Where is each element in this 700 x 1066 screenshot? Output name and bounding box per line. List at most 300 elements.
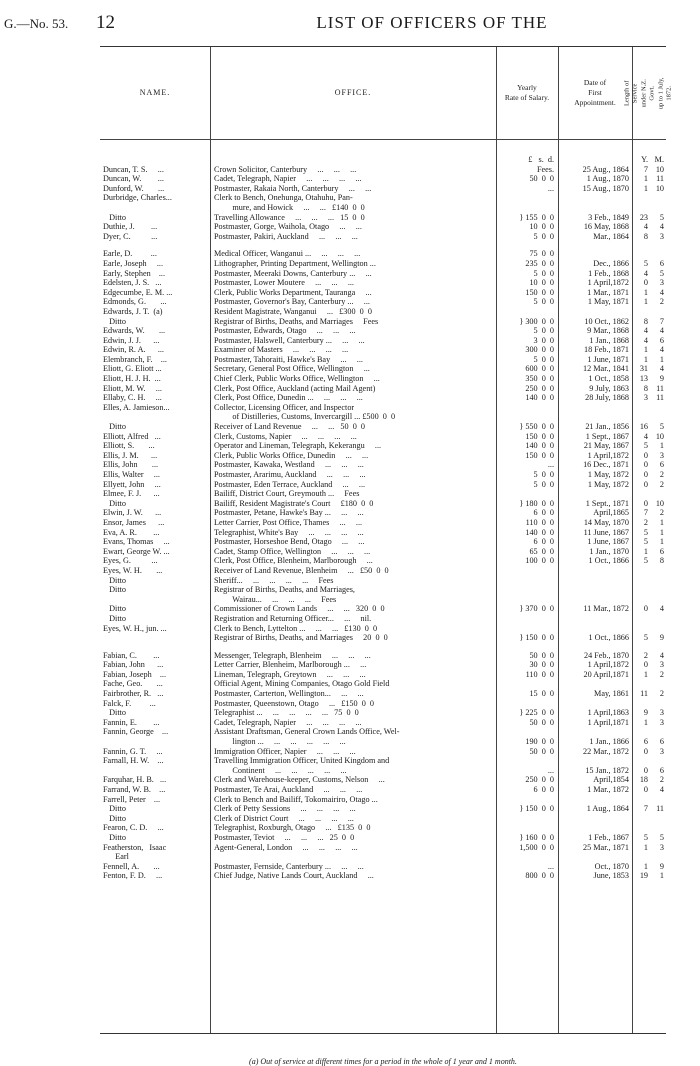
cell-months: 2 (659, 775, 664, 785)
cell-name: Evans, Thomas ... (103, 537, 170, 547)
cell-date: 1 Oct., 1866 (588, 633, 629, 643)
cell-date: 1 May, 1872 (587, 479, 629, 489)
column-header-name: NAME. (139, 87, 171, 97)
table-row (100, 384, 666, 394)
cell-date: 24 Feb., 1870 (583, 650, 629, 660)
cell-salary: } 180 0 0 (519, 498, 554, 508)
column-header-salary: Yearly Rate of Salary. (504, 82, 550, 102)
table-row (100, 747, 666, 757)
cell-months: 1 (659, 517, 664, 527)
cell-name: Fennell, A. ... (103, 861, 160, 871)
cell-office: Clerk to Bench, Lyttelton ... ... ... £130 0 0 (214, 623, 378, 633)
cell-salary: 10 0 0 (529, 278, 554, 288)
table-row (100, 355, 666, 365)
cell-salary: 150 0 0 (525, 287, 554, 297)
cell-date: April,1865 (593, 508, 629, 518)
table-row (100, 213, 666, 223)
table-row (100, 556, 666, 566)
cell-office: Chief Clerk, Public Works Office, Wellington ... (214, 374, 380, 384)
cell-name: Ellis, John ... (103, 460, 159, 470)
table-row (100, 441, 666, 451)
table-row (100, 804, 666, 814)
cell-name: Edgecumbe, E. M. ... (103, 287, 173, 297)
table-row (100, 403, 666, 413)
cell-months: 1 (659, 441, 664, 451)
cell-years: 0 (643, 450, 648, 460)
cell-name: Fannin, George ... (103, 727, 169, 737)
cell-date: 1 April,1871 (587, 717, 629, 727)
cell-name: Ensor, James ... (103, 517, 165, 527)
cell-date: 11 Mar., 1872 (583, 604, 629, 614)
cell-months: 9 (659, 861, 664, 871)
table-row (100, 393, 666, 403)
cell-office: Cadet, Telegraph, Napier ... ... ... ... (214, 174, 362, 184)
cell-months: 2 (659, 297, 664, 307)
table-row (100, 451, 666, 461)
cell-salary: } 550 0 0 (519, 422, 554, 432)
cell-name: Dyer, C. ... (103, 231, 158, 241)
cell-date: 1 Aug., 1864 (586, 804, 629, 814)
table-row (100, 537, 666, 547)
table-row (100, 326, 666, 336)
cell-name: Farrand, W. B. ... (103, 785, 166, 794)
cell-office: Clerk, Public Works Department, Tauranga ... (214, 287, 372, 297)
cell-office: Messenger, Telegraph, Blenheim ... ... ... (214, 650, 371, 660)
cell-name: Fabian, Joseph ... (103, 669, 166, 679)
cell-office: Postmaster, Queenstown, Otago ... £150 0 0 (214, 698, 374, 708)
cell-months: 4 (659, 604, 664, 614)
cell-years: 1 (643, 842, 648, 852)
cell-office: Clerk, Post Office, Blenheim, Marlborough ... (214, 556, 373, 566)
cell-name: Durbridge, Charles... (103, 193, 172, 203)
cell-date: 15 Jan., 1872 (585, 765, 629, 775)
cell-date: 1 June, 1871 (587, 354, 629, 364)
cell-name: Ditto (103, 575, 126, 585)
cell-months: 1 (659, 871, 664, 881)
cell-name: Ewart, George W. ... (103, 546, 170, 556)
cell-name: Fache, Geo. ... (103, 679, 163, 689)
cell-months: 4 (659, 364, 664, 374)
cell-office: Medical Officer, Wanganui ... ... ... ... (214, 249, 361, 259)
table-row (100, 518, 666, 528)
cell-office: Postmaster, Lower Moutere ... ... ... (214, 278, 354, 288)
cell-salary: 350 0 0 (525, 374, 554, 384)
cell-months: 3 (659, 746, 664, 756)
cell-date: 1 May, 1872 (587, 470, 629, 479)
cell-months: 11 (656, 174, 664, 184)
table-row (100, 756, 666, 766)
cell-name: Ditto (103, 212, 126, 222)
cell-salary: 6 0 0 (533, 537, 554, 547)
table-row (100, 718, 666, 728)
table-row (100, 679, 666, 689)
cell-years: 5 (643, 537, 648, 547)
cell-date: April,1854 (593, 775, 629, 785)
table-row (100, 843, 666, 853)
cell-name: Eva, A. R. ... (103, 527, 160, 537)
cell-name: Ellis, Walter ... (103, 470, 160, 479)
cell-months: 3 (659, 231, 664, 241)
cell-date: 22 Mar., 1872 (583, 746, 629, 756)
cell-years: 0 (643, 746, 648, 756)
cell-date: 1 Oct., 1858 (588, 374, 629, 384)
cell-name: Ditto (103, 498, 126, 508)
cell-years: 6 (643, 737, 648, 747)
cell-office: of Distilleries, Customs, Invercargill ... £500 0 0 (214, 412, 396, 422)
table-row (100, 460, 666, 470)
cell-office: Cadet, Stamp Office, Wellington ... ... ... (214, 546, 371, 556)
cell-date: 15 Aug., 1870 (582, 183, 629, 193)
cell-months: 6 (659, 460, 664, 470)
table-row (100, 165, 666, 175)
cell-salary: 30 0 0 (529, 660, 554, 670)
cell-salary: 110 0 0 (525, 669, 554, 679)
cell-salary: 5 0 0 (533, 354, 554, 364)
cell-name: Eliott, M. W. ... (103, 383, 162, 393)
table-row (100, 432, 666, 442)
cell-name: Ditto (103, 585, 126, 595)
cell-months: 10 (655, 183, 664, 193)
cell-salary: 100 0 0 (525, 556, 554, 566)
cell-name: Eliott, H. J. H. ... (103, 374, 161, 384)
cell-office: Clerk, Post Office, Auckland (acting Mail Agent) (214, 383, 376, 393)
cell-salary: ... (547, 861, 554, 871)
cell-date: 11 June, 1867 (583, 527, 629, 537)
cell-name: Ditto (103, 604, 126, 614)
cell-years: 0 (643, 785, 648, 794)
cell-name: Fannin, E. ... (103, 717, 160, 727)
table-row (100, 795, 666, 805)
cell-months: 4 (659, 326, 664, 336)
cell-name: Featherston, Isaac (103, 842, 167, 852)
cell-date: 20 April,1871 (583, 669, 629, 679)
cell-salary: 5 0 0 (533, 297, 554, 307)
cell-office: Official Agent, Mining Companies, Otago Gold Field (214, 679, 390, 689)
cell-date: 21 Jan., 1856 (585, 422, 629, 432)
table-row (100, 336, 666, 346)
cell-salary: 50 0 0 (529, 174, 554, 184)
page-title: LIST OF OFFICERS OF THE (316, 13, 548, 32)
table-row (100, 259, 666, 269)
cell-months: 5 (659, 268, 664, 278)
cell-years: 2 (643, 517, 648, 527)
cell-office: Postmaster, Horseshoe Bend, Otago ... ... (214, 537, 365, 547)
cell-years: 1 (643, 354, 648, 364)
cell-name: Ellis, J. M. ... (103, 450, 158, 460)
table-row (100, 604, 666, 614)
cell-date: 1 Oct., 1866 (588, 556, 629, 566)
cell-office: Postmaster, Fernside, Canterbury ... ... ... (214, 861, 364, 871)
cell-salary: 800 0 0 (525, 871, 554, 881)
cell-date: June, 1853 (593, 871, 629, 881)
cell-salary: 6 0 0 (533, 785, 554, 794)
table-row (100, 249, 666, 259)
cell-office: Clerk of Petty Sessions ... ... ... ... (214, 804, 356, 814)
cell-years: 9 (643, 708, 648, 718)
cell-name: Ditto (103, 422, 126, 432)
cell-salary: 140 0 0 (525, 393, 554, 403)
column-header-service: Length of Service under N.Z. Govt. up to 1 July, 1872. (623, 77, 673, 109)
table-row (100, 288, 666, 298)
cell-salary: 65 0 0 (529, 546, 554, 556)
cell-salary: 300 0 0 (525, 345, 554, 355)
cell-name: Fenton, F. D. ... (103, 871, 163, 881)
cell-name: Dunford, W. ... (103, 183, 165, 193)
cell-office: Crown Solicitor, Canterbury ... ... ... (214, 164, 357, 174)
cell-salary: 6 0 0 (533, 508, 554, 518)
cell-months: 6 (659, 258, 664, 268)
cell-name: Elliott, Alfred ... (103, 431, 161, 441)
cell-months: 2 (659, 689, 664, 699)
cell-years: 19 (639, 871, 648, 881)
cell-salary: ... (547, 765, 554, 775)
cell-months: 9 (659, 374, 664, 384)
cell-name: Edmonds, G. ... (103, 297, 167, 307)
cell-name: Elliott, S. ... (103, 441, 155, 451)
cell-years: 4 (643, 335, 648, 345)
cell-office: Travelling Immigration Officer, United Kingdom and (214, 756, 390, 766)
cell-salary: } 300 0 0 (519, 316, 554, 326)
cell-years: 4 (643, 268, 648, 278)
cell-years: 5 (643, 556, 648, 566)
cell-months: 8 (659, 556, 664, 566)
cell-months: 3 (659, 717, 664, 727)
table-row (100, 470, 666, 480)
cell-name: Ditto (103, 613, 126, 623)
cell-name: Eyes, W. H., jun. ... (103, 623, 167, 633)
cell-months: 11 (656, 393, 664, 403)
cell-office: Clerk and Warehouse-keeper, Customs, Nelson ... (214, 775, 385, 785)
cell-months: 6 (659, 765, 664, 775)
cell-date: May, 1861 (594, 689, 629, 699)
table-row (100, 871, 666, 881)
cell-date: 1 Sept., 1871 (585, 498, 629, 508)
cell-name: Edelsten, J. S. ... (103, 278, 162, 288)
table-row (100, 547, 666, 557)
table-row (100, 576, 666, 586)
cell-years: 1 (643, 717, 648, 727)
table-row (100, 708, 666, 718)
cell-years: 0 (643, 470, 648, 479)
cell-salary: 50 0 0 (529, 746, 554, 756)
cell-date: 1 Jan., 1868 (589, 335, 629, 345)
cell-salary: 150 0 0 (525, 450, 554, 460)
cell-salary: 5 0 0 (533, 268, 554, 278)
cell-years: 1 (643, 174, 648, 184)
cell-date: 9 Mar., 1868 (587, 326, 629, 336)
cell-office: Registration and Returning Officer... ... nil. (214, 613, 372, 623)
cell-months: 4 (659, 650, 664, 660)
column-header-date: Date of First Appointment. (574, 77, 616, 108)
cell-name: Fannin, G. T. ... (103, 746, 163, 756)
cell-office: Postmaster, Halswell, Canterbury ... ... ... (214, 335, 365, 345)
cell-salary: 600 0 0 (525, 364, 554, 374)
table-row (100, 651, 666, 661)
cell-date: 1 Mar., 1871 (587, 287, 629, 297)
cell-salary: 5 0 0 (533, 470, 554, 479)
cell-office: Bailiff, District Court, Greymouth ... Fees (214, 489, 360, 499)
cell-office: Cadet, Telegraph, Napier ... ... ... ... (214, 717, 362, 727)
cell-office: Examiner of Masters ... ... ... ... (214, 345, 349, 355)
cell-date: 1 Jan., 1866 (589, 737, 629, 747)
cell-date: 1 May, 1871 (587, 297, 629, 307)
cell-years: 3 (643, 393, 648, 403)
cell-months: 3 (659, 450, 664, 460)
cell-salary: 250 0 0 (525, 383, 554, 393)
cell-office: Letter Carrier, Post Office, Thames ... ... (214, 517, 363, 527)
cell-name: Ditto (103, 804, 126, 814)
table-row (100, 374, 666, 384)
cell-name: Ditto (103, 813, 126, 823)
cell-months: 1 (659, 527, 664, 537)
cell-months: 1 (659, 537, 664, 547)
table-row (100, 633, 666, 643)
cell-salary: 50 0 0 (529, 717, 554, 727)
cell-years: 5 (643, 527, 648, 537)
table-row (100, 412, 666, 422)
table-row (100, 317, 666, 327)
cell-name: Duncan, T. S. ... (103, 164, 164, 174)
cell-office: Receiver of Land Revenue, Blenheim ... £50 0 0 (214, 565, 389, 575)
table-row (100, 489, 666, 499)
cell-salary: 50 0 0 (529, 650, 554, 660)
cell-salary: 235 0 0 (525, 258, 554, 268)
cell-years: 8 (643, 231, 648, 241)
cell-name: Ellaby, C. H. ... (103, 393, 162, 403)
cell-months: 10 (655, 164, 664, 174)
cell-years: 7 (643, 164, 648, 174)
cell-years: 1 (643, 297, 648, 307)
table-row (100, 222, 666, 232)
cell-date: 3 Feb., 1849 (588, 212, 629, 222)
cell-name: Ellyett, John ... (103, 479, 161, 489)
cell-years: 1 (643, 669, 648, 679)
cell-years: 0 (643, 479, 648, 489)
cell-years: 0 (643, 460, 648, 470)
cell-office: lington ... ... ... ... ... ... (214, 737, 346, 747)
cell-date: 1 April,1872 (587, 660, 629, 670)
cell-years: 13 (639, 374, 648, 384)
cell-months: 10 (655, 498, 664, 508)
cell-date: 25 Aug., 1864 (582, 164, 629, 174)
cell-months: 11 (656, 804, 664, 814)
table-row (100, 297, 666, 307)
cell-office: Postmaster, Edwards, Otago ... ... ... (214, 326, 356, 336)
cell-months: M. (654, 155, 664, 164)
cell-office: Immigration Officer, Napier ... ... ... (214, 746, 356, 756)
cell-office: Wairau... ... ... ... Fees (214, 594, 337, 604)
cell-years: 1 (643, 546, 648, 556)
cell-office: Telegraphist ... ... ... ... ... 75 0 0 (214, 708, 359, 718)
cell-office: Sheriff... ... ... ... ... Fees (214, 575, 334, 585)
table-row (100, 269, 666, 279)
table-row (100, 307, 666, 317)
cell-years: 0 (643, 498, 648, 508)
cell-office: Postmaster, Petane, Hawke's Bay ... ... ... (214, 508, 364, 518)
table-row (100, 785, 666, 795)
cell-salary: ... (547, 460, 554, 470)
table-row (100, 737, 666, 747)
table-row (100, 174, 666, 184)
cell-years: 2 (643, 650, 648, 660)
table-row (100, 660, 666, 670)
cell-office: Clerk to Bench and Bailiff, Tokomairiro, Otago ... (214, 794, 378, 804)
table-row (100, 480, 666, 490)
cell-name: Ditto (103, 832, 126, 842)
cell-name: Fearon, C. D. ... (103, 823, 164, 833)
cell-months: 2 (659, 470, 664, 479)
cell-office: Receiver of Land Revenue ... ... 50 0 0 (214, 422, 365, 432)
table-row (100, 155, 666, 165)
cell-office: Postmaster, Tahoraiti, Hawke's Bay ... ... (214, 354, 363, 364)
cell-years: 8 (643, 316, 648, 326)
cell-office: Lithographer, Printing Department, Wellington ... (214, 258, 376, 268)
cell-months: 5 (659, 832, 664, 842)
cell-salary: 5 0 0 (533, 231, 554, 241)
cell-salary: 140 0 0 (525, 441, 554, 451)
cell-salary: } 155 0 0 (519, 212, 554, 222)
cell-date: 1 April,1863 (587, 708, 629, 718)
cell-name: Edwards, W. ... (103, 326, 166, 336)
cell-office: Registrar of Births, Deaths, and Marriages Fees (214, 316, 379, 326)
cell-office: Registrar of Births, Deaths, and Marriages, (214, 585, 355, 595)
cell-date: 1 April,1872 (587, 450, 629, 460)
table-row (100, 689, 666, 699)
section-gap (100, 643, 666, 651)
cell-office: Assistant Draftsman, General Crown Lands Office, Wel- (214, 727, 400, 737)
cell-years: 1 (643, 345, 648, 355)
cell-name: Eliott, G. Eliott ... (103, 364, 162, 374)
cell-months: 1 (659, 354, 664, 364)
cell-name: Fairbrother, R. ... (103, 689, 164, 699)
cell-salary: ... (547, 183, 554, 193)
cell-salary: 110 0 0 (525, 517, 554, 527)
cell-office: Agent-General, London ... ... ... ... (214, 842, 358, 852)
cell-months: 2 (659, 479, 664, 489)
cell-office: Postmaster, Rakaia North, Canterbury ... ... (214, 183, 372, 193)
cell-name: Farrell, Peter ... (103, 794, 161, 804)
cell-date: 14 May, 1870 (583, 517, 629, 527)
cell-salary: 10 0 0 (529, 222, 554, 232)
table-row (100, 193, 666, 203)
document-reference: G.—No. 53. (4, 16, 69, 31)
section-gap (100, 241, 666, 249)
cell-years: Y. (641, 155, 648, 164)
cell-years: 0 (643, 765, 648, 775)
table-row (100, 823, 666, 833)
cell-date: 16 May, 1868 (583, 222, 629, 232)
cell-office: Travelling Allowance ... ... ... 15 0 0 (214, 212, 365, 222)
cell-salary: £ s. d. (528, 155, 554, 164)
cell-months: 11 (656, 383, 664, 393)
cell-office: Resident Magistrate, Wanganui ... £300 0 0 (214, 306, 372, 316)
table-row (100, 184, 666, 194)
cell-date: 1 Feb., 1868 (588, 268, 629, 278)
cell-years: 0 (643, 278, 648, 288)
cell-years: 18 (639, 775, 648, 785)
cell-office: Clerk, Customs, Napier ... ... ... ... (214, 431, 357, 441)
table-row (100, 364, 666, 374)
cell-date: Dec., 1866 (593, 258, 629, 268)
cell-years: 11 (640, 689, 648, 699)
cell-months: 5 (659, 422, 664, 432)
cell-name: Edwin, J. J. ... (103, 335, 160, 345)
header-divider (100, 139, 666, 140)
cell-salary: } 370 0 0 (519, 604, 554, 614)
table-body (100, 155, 666, 881)
cell-months: 7 (659, 316, 664, 326)
cell-years: 16 (639, 422, 648, 432)
